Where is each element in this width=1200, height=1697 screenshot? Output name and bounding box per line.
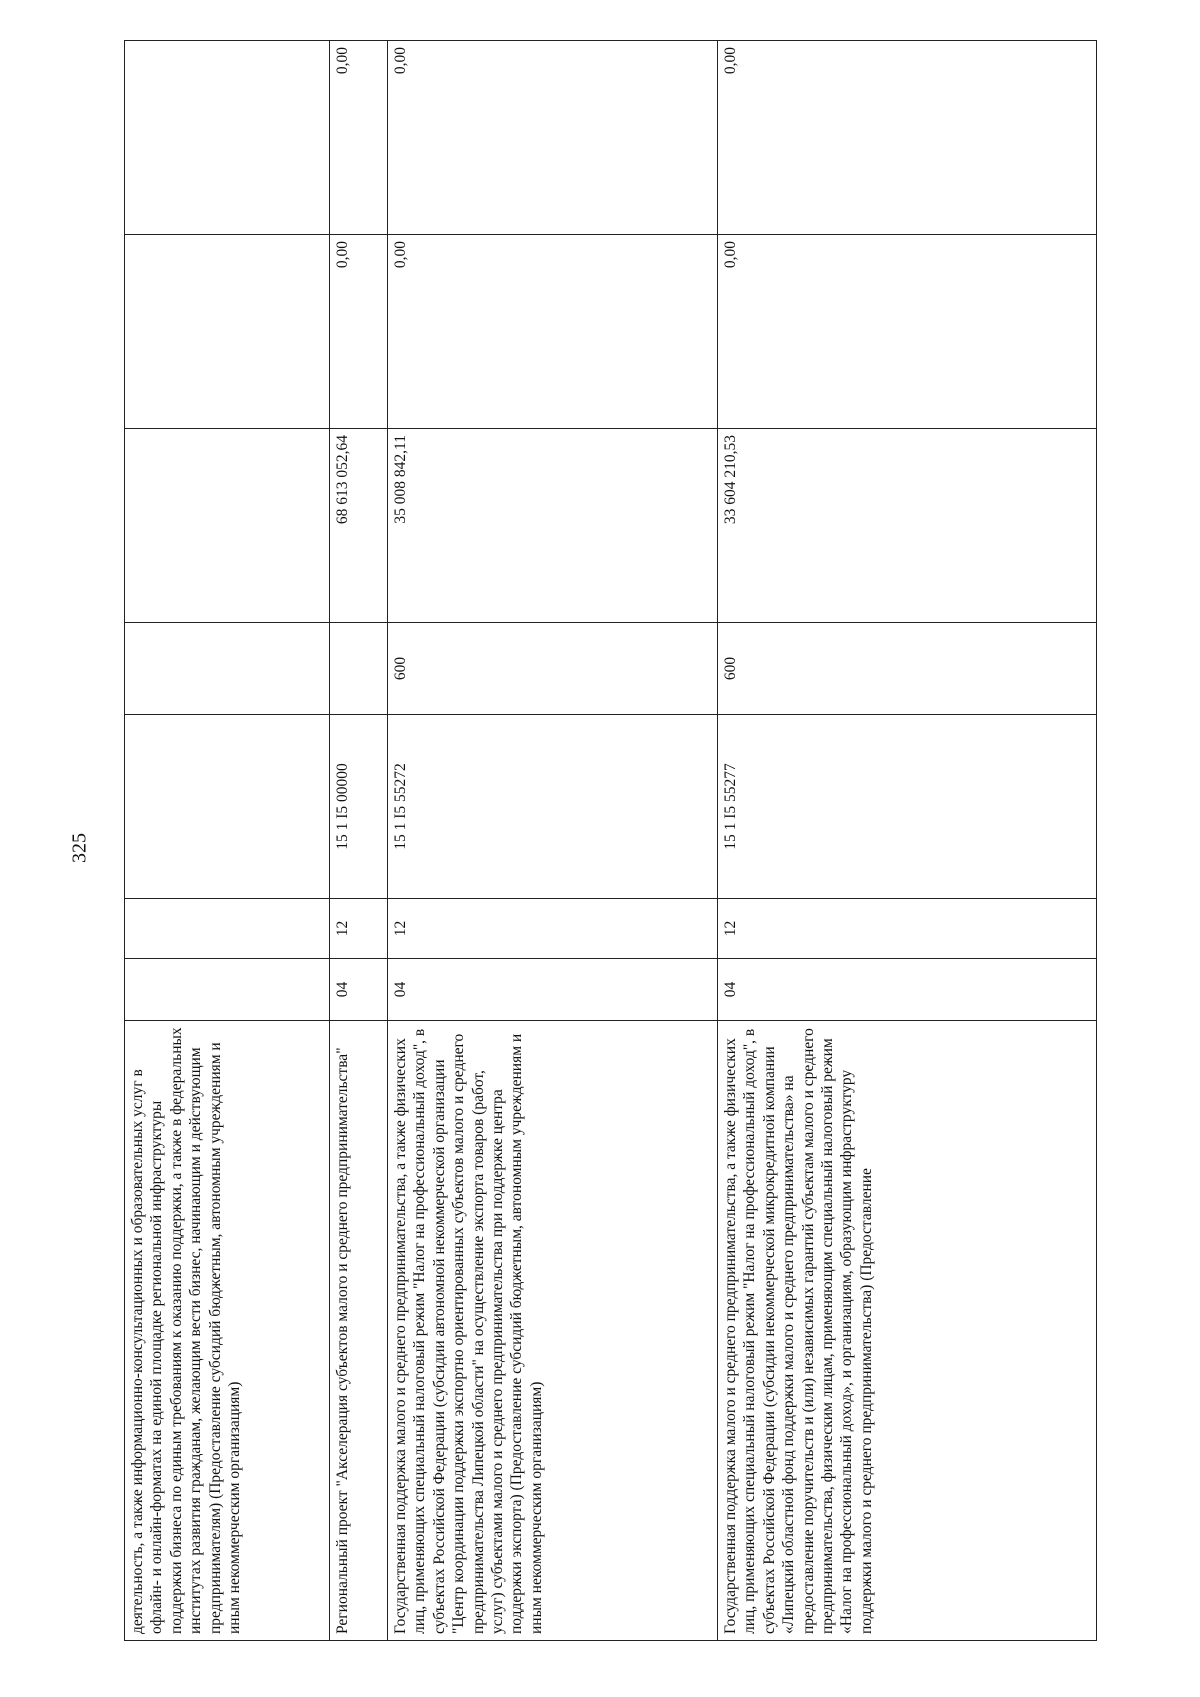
target-code: 15 1 I5 55272 [388,715,718,899]
target-code: 15 1 I5 55277 [718,715,1097,899]
amount-year-1: 68 613 052,64 [330,429,388,623]
amount-year-3: 0,00 [330,41,388,235]
amount-year-1: 33 604 210,53 [718,429,1097,623]
amount-year-1 [125,429,330,623]
row-description: Государственная поддержка малого и среднего предпринимательства, а также физических лиц, применяющих специальный налоговый режим "Налог на профессиональный доход", в субъектах Российской Федерации (субсидии некоммерческой микрокредитной компании «Липецкий областной фонд поддержки малого и среднего предпринимательства» на предоставление поручительств и (или) независимых гарантий субъектам малого и среднего предпринимательства, физическим лицам, применяющим специальный налоговый режим «Налог на профессиональный доход», и организациям, образующим инфраструктуру поддержки малого и среднего предпринимательства) (Предоставление [718,1021,1097,1641]
page-number: 325 [68,833,91,863]
subsection-code: 12 [718,899,1097,959]
amount-year-3 [125,41,330,235]
expense-type-code: 600 [718,623,1097,715]
section-code: 04 [330,959,388,1021]
amount-year-2: 0,00 [330,235,388,429]
subsection-code: 12 [330,899,388,959]
amount-year-2 [125,235,330,429]
amount-year-2: 0,00 [388,235,718,429]
subsection-code: 12 [388,899,718,959]
table-row [718,41,1097,1641]
table-row [125,41,330,1641]
expense-type-code [330,623,388,715]
table-row [330,41,388,1641]
row-description: деятельность, а также информационно-консультационных и образовательных услуг в офлайн- и онлайн-форматах на единой площадке региональной инфраструктуры поддержки бизнеса по единым требованиям к оказанию поддержки, а также в федеральных институтах развития гражданам, желающим вести бизнес, начинающим и действующим предпринимателям) (Предоставление субсидий бюджетным, автономным учреждениям и иным некоммерческим организациям) [125,1021,330,1641]
section-code: 04 [718,959,1097,1021]
section-code: 04 [388,959,718,1021]
section-code [125,959,330,1021]
target-code [125,715,330,899]
subsection-code [125,899,330,959]
table-row [388,41,718,1641]
expense-type-code [125,623,330,715]
amount-year-3: 0,00 [718,41,1097,235]
target-code: 15 1 I5 00000 [330,715,388,899]
amount-year-2: 0,00 [718,235,1097,429]
budget-table [124,40,1097,1641]
amount-year-1: 35 008 842,11 [388,429,718,623]
expense-type-code: 600 [388,623,718,715]
row-description: Государственная поддержка малого и среднего предпринимательства, а также физических лиц, применяющих специальный налоговый режим "Налог на профессиональный доход", в субъектах Российской Федерации (субсидии автономной некоммерческой организации "Центр координации поддержки экспортно ориентированных субъектов малого и среднего предпринимательства Липецкой области" на осуществление экспорта товаров (работ, услуг) субъектами малого и среднего предпринимательства при поддержке центра поддержки экспорта) (Предоставление субсидий бюджетным, автономным учреждениям и иным некоммерческим организациям) [388,1021,718,1641]
amount-year-3: 0,00 [388,41,718,235]
row-description: Региональный проект "Акселерация субъектов малого и среднего предпринимательства" [330,1021,388,1641]
